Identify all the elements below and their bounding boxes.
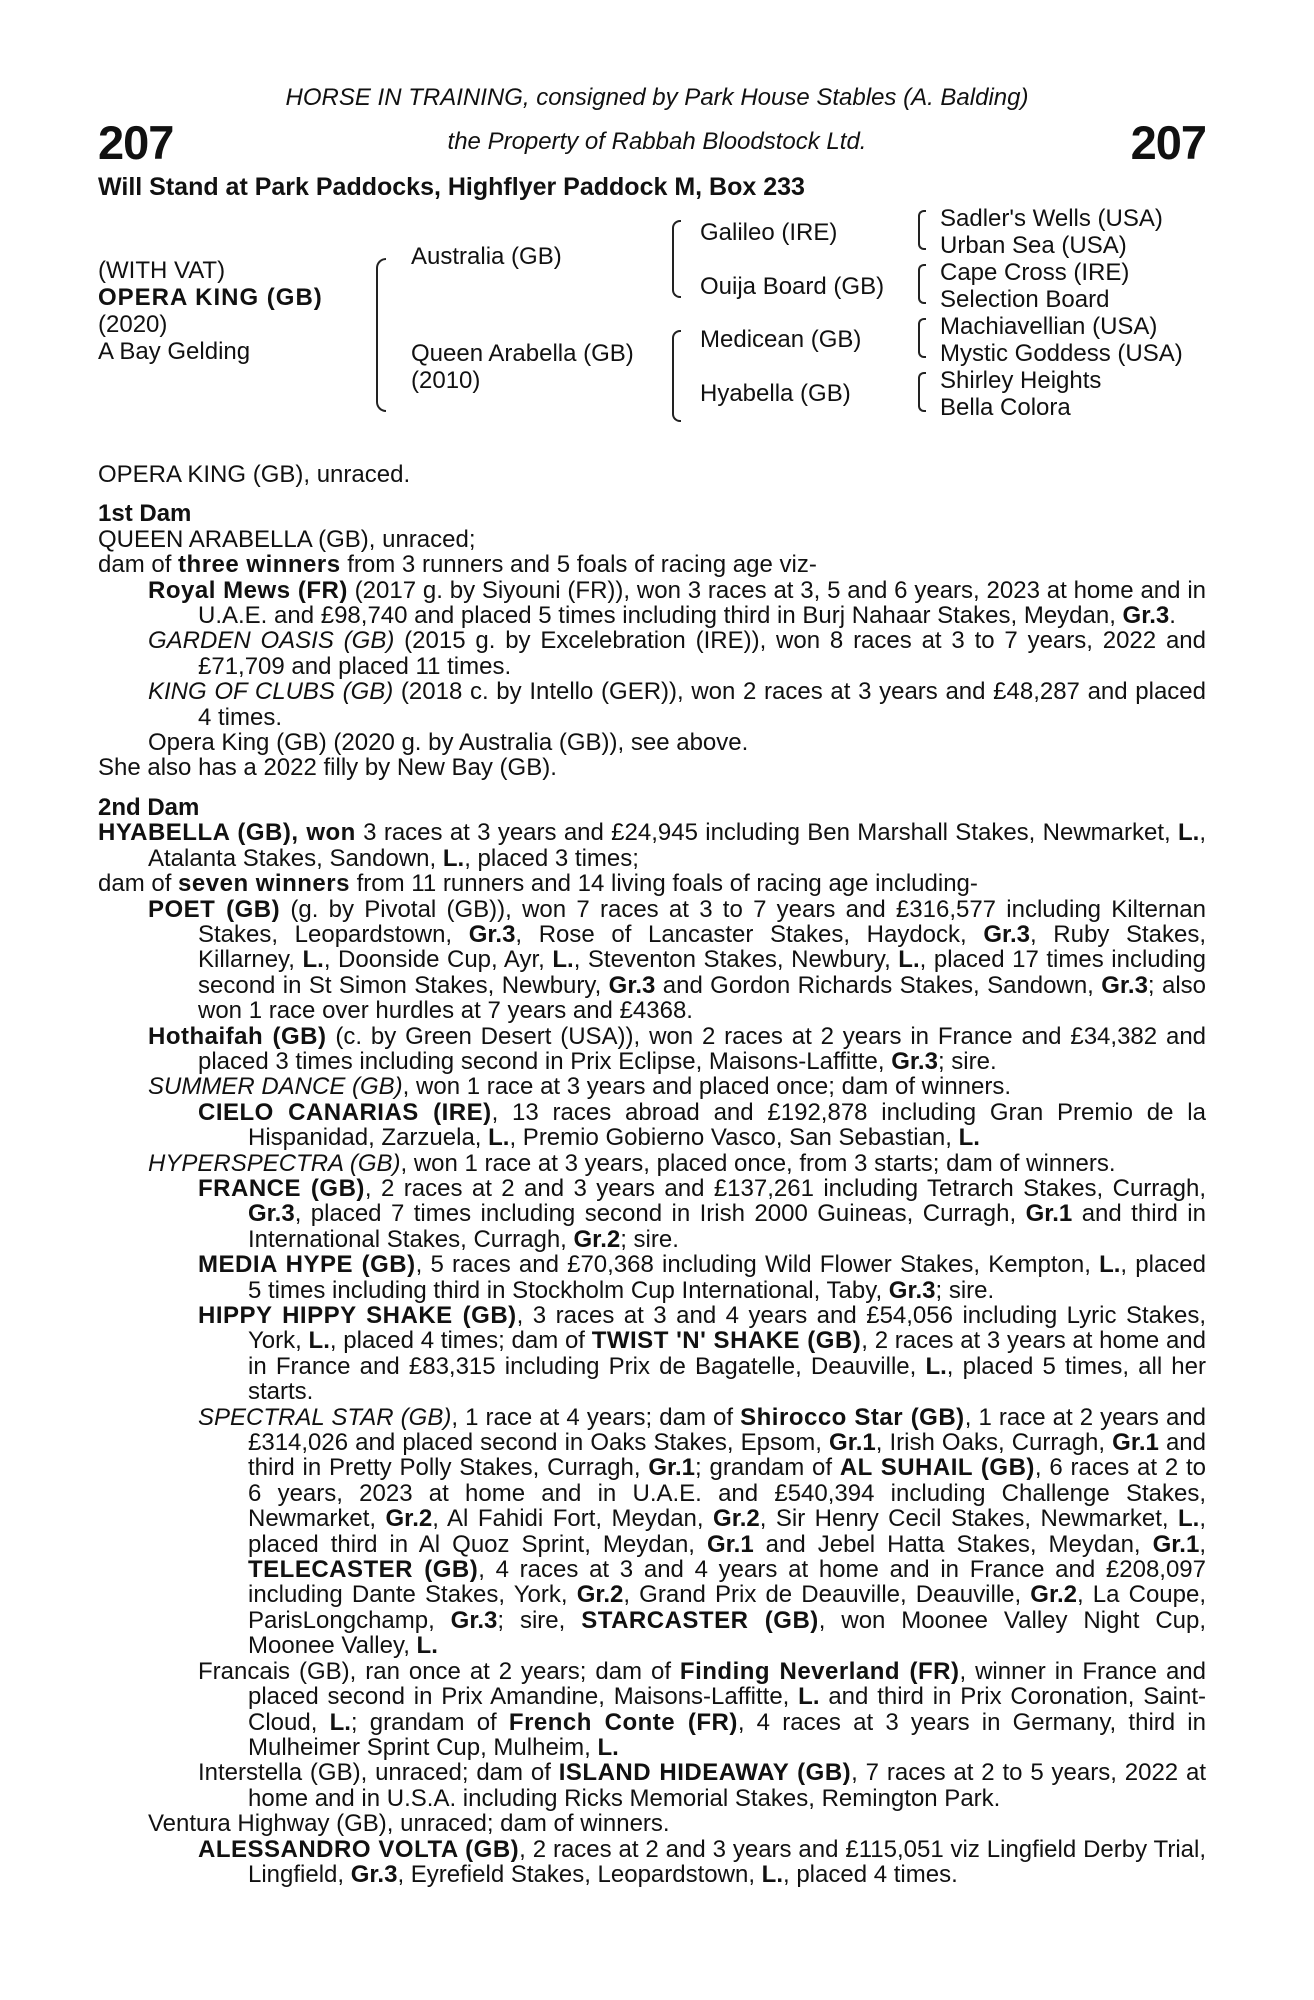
first-dam-heading: 1st Dam [98,500,192,528]
pedigree-brace-g1 [918,210,926,250]
ggp-4: Selection Board [940,286,1110,313]
second-dam-hyabella: HYABELLA (GB), won 3 races at 3 years and £24,945 including Ben Marshall Stakes, Newmarket, L., Atalanta Stakes, Sandown, L., placed 3 times; [98,819,1207,872]
progeny-royal-mews: Royal Mews (FR) (2017 g. by Siyouni (FR)), won 3 races at 3, 5 and 6 years, 2023 at home and in U.A.E. and £98,740 and placed 5 times including third in Burj Nahaar Stakes, Meydan, Gr.3. [148,576,1206,630]
ggp-1: Sadler's Wells (USA) [940,205,1163,232]
progeny-media-hype: MEDIA HYPE (GB), 5 races and £70,368 including Wild Flower Stakes, Kempton, L., placed 5 times including third in Stockholm Cup International, Taby, Gr.3; sire. [198,1251,1206,1304]
ggp-3: Cape Cross (IRE) [940,259,1130,286]
progeny-poet: POET (GB) (g. by Pivotal (GB)), won 7 races at 3 to 7 years and £316,577 including Kilternan Stakes, Leopardstown, Gr.3, Rose of Lancaster Stakes, Haydock, Gr.3, Ruby Stakes, Killarney, L., Doonside Cup, Ayr, L., Steventon Stakes, Newbury, L., placed 17 times including second in St Simon Stakes, Newbury, Gr.3 and Gordon Richards Stakes, Sandown, Gr.3; also won 1 race over hurdles at 7 years and £4368. [148,895,1206,1025]
sire-sire-name: Galileo (IRE) [700,219,838,246]
first-dam-summary: dam of three winners from 3 runners and 5 foals of racing age viz- [98,551,817,579]
first-dam-name: QUEEN ARABELLA (GB), unraced; [98,525,476,553]
pedigree-brace-g4 [918,372,926,412]
progeny-hothaifah: Hothaifah (GB) (c. by Green Desert (USA)), won 2 races at 2 years in France and £34,382 and placed 3 times including second in Prix Eclipse, Maisons-Laffitte, Gr.3; sire. [148,1022,1207,1075]
second-dam-summary: dam of seven winners from 11 runners and 14 living foals of racing age including- [98,870,978,898]
progeny-opera-king: Opera King (GB) (2020 g. by Australia (GB)), see above. [148,729,749,757]
progeny-garden-oasis: GARDEN OASIS (GB) (2015 g. by Excelebration (IRE)), won 8 races at 3 to 7 years, 2022 and £71,709 and placed 11 times. [148,627,1206,680]
progeny-ventura-highway: Ventura Highway (GB), unraced; dam of winners. [148,1810,670,1838]
progeny-alessandro-volta: ALESSANDRO VOLTA (GB), 2 races at 2 and 3 years and £115,051 viz Lingfield Derby Trial, Lingfield, Gr.3, Eyrefield Stakes, Leopardstown, L., placed 4 times. [198,1835,1206,1888]
pedigree-brace-dam [672,330,681,422]
progeny-interstella: Interstella (GB), unraced; dam of ISLAND HIDEAWAY (GB), 7 races at 2 to 5 years, 2022 at home and in U.S.A. including Ricks Memorial Stakes, Remington Park. [198,1759,1207,1812]
horse-year: (2020) [98,311,168,338]
header-consignor: HORSE IN TRAINING, consigned by Park House Stables (A. Balding) [285,84,1029,111]
pedigree-brace-g3 [918,318,926,358]
ggp-2: Urban Sea (USA) [940,232,1127,259]
dam-name: Queen Arabella (GB) [411,340,634,367]
catalogue-body [98,462,1206,1887]
dam-year: (2010) [411,367,481,394]
progeny-cielo-canarias: CIELO CANARIAS (IRE), 13 races abroad and £192,878 including Gran Premio de la Hispanidad, Zarzuela, L., Premio Gobierno Vasco, San Sebastian, L. [198,1098,1206,1152]
horse-name: OPERA KING (GB) [98,284,323,311]
unraced-line: OPERA KING (GB), unraced. [98,461,411,488]
progeny-francais: Francais (GB), ran once at 2 years; dam of Finding Neverland (FR), winner in France and placed second in Prix Amandine, Maisons-Laffitte, L. and third in Prix Coronation, Saint-Cloud, L.; grandam of French Conte (FR), 4 races at 3 years in Germany, third in Mulheimer Sprint Cup, Mulheim, L. [198,1657,1207,1761]
lot-number-left: 207 [98,116,174,169]
sire-name: Australia (GB) [411,243,562,270]
ggp-8: Bella Colora [940,394,1071,421]
vat-label: (WITH VAT) [98,257,226,284]
dam-dam-name: Hyabella (GB) [700,380,851,407]
progeny-filly-note: She also has a 2022 filly by New Bay (GB). [98,754,557,782]
ggp-7: Shirley Heights [940,367,1102,394]
ggp-6: Mystic Goddess (USA) [940,340,1183,367]
progeny-king-of-clubs: KING OF CLUBS (GB) (2018 c. by Intello (GER)), won 2 races at 3 years and £48,287 and placed 4 times. [148,678,1207,731]
second-dam-heading: 2nd Dam [98,793,200,821]
pedigree-brace-sire [672,220,681,298]
horse-description: A Bay Gelding [98,338,251,365]
progeny-hippy-hippy-shake: HIPPY HIPPY SHAKE (GB), 3 races at 3 and 4 years and £54,056 including Lyric Stakes, York, L., placed 4 times; dam of TWIST 'N' SHAKE (GB), 2 races at 3 years at home and in France and £83,315 including Prix de Bagatelle, Deauville, L., placed 5 times, all her starts. [198,1302,1206,1406]
progeny-summer-dance: SUMMER DANCE (GB), won 1 race at 3 years and placed once; dam of winners. [148,1073,1012,1101]
pedigree-brace-g2 [918,264,926,304]
progeny-spectral-star: SPECTRAL STAR (GB), 1 race at 4 years; dam of Shirocco Star (GB), 1 race at 2 years and £314,026 and placed second in Oaks Stakes, Epsom, Gr.1, Irish Oaks, Curragh, Gr.1 and third in Pretty Polly Stakes, Curragh, Gr.1; grandam of AL SUHAIL (GB), 6 races at 2 to 6 years, 2023 at home and in U.A.E. and £540,394 including Challenge Stakes, Newmarket, Gr.2, Al Fahidi Fort, Meydan, Gr.2, Sir Henry Cecil Stakes, Newmarket, L., placed third in Al Quoz Sprint, Meydan, Gr.1 and Jebel Hatta Stakes, Meydan, Gr.1, TELECASTER (GB), 4 races at 3 and 4 years at home and in France and £208,097 including Dante Stakes, York, Gr.2, Grand Prix de Deauville, Deauville, Gr.2, La Coupe, ParisLongchamp, Gr.3; sire, STARCASTER (GB), won Moonee Valley Night Cup, Moonee Valley, L. [198,1403,1207,1660]
stand-location: Will Stand at Park Paddocks, Highflyer Paddock M, Box 233 [98,173,805,201]
pedigree-brace-main [376,258,386,412]
sire-dam-name: Ouija Board (GB) [700,273,885,300]
progeny-hyperspectra: HYPERSPECTRA (GB), won 1 race at 3 years, placed once, from 3 starts; dam of winners. [148,1149,1116,1177]
lot-number-right: 207 [1130,116,1206,169]
ggp-5: Machiavellian (USA) [940,313,1158,340]
dam-sire-name: Medicean (GB) [700,326,862,353]
header-property: the Property of Rabbah Bloodstock Ltd. [447,128,867,155]
progeny-france: FRANCE (GB), 2 races at 2 and 3 years and £137,261 including Tetrarch Stakes, Curragh, Gr.3, placed 7 times including second in Irish 2000 Guineas, Curragh, Gr.1 and third in International Stakes, Curragh, Gr.2; sire. [198,1174,1206,1253]
